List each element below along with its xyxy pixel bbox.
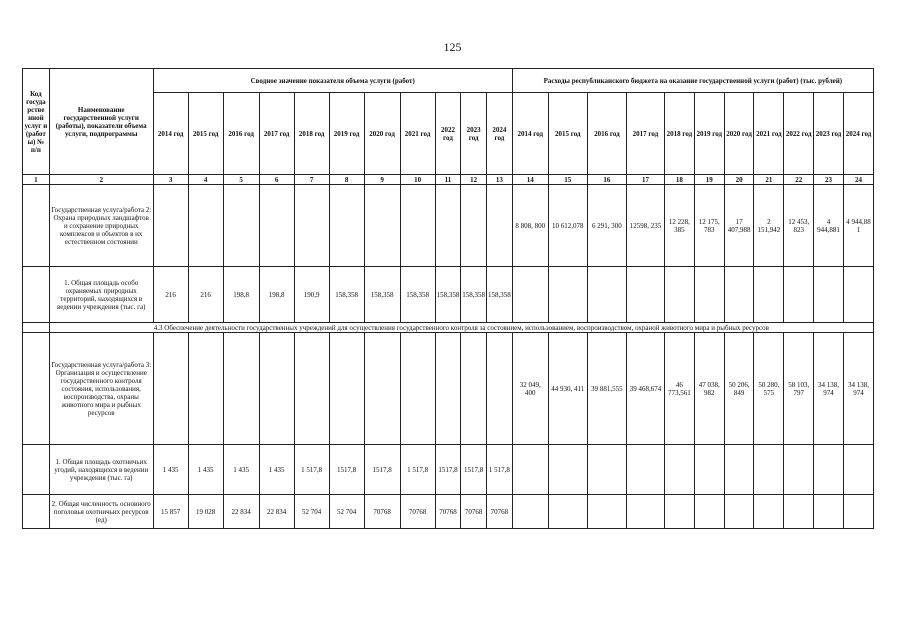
volume-cell: 22 834 [223, 495, 259, 529]
budget-cell: 39 468,674 [626, 333, 664, 445]
volume-year-header: 2019 год [329, 93, 364, 175]
volume-year-header: 2014 год [153, 93, 188, 175]
budget-cell [754, 445, 784, 495]
column-numbers-row [23, 175, 874, 185]
volume-cell: 19 028 [188, 495, 223, 529]
volume-cell [153, 185, 188, 267]
column-number: 4 [188, 175, 223, 185]
volume-cell: 216 [188, 267, 223, 323]
budget-cell: 4 944,881 [814, 185, 844, 267]
budget-year-header: 2020 год [724, 93, 754, 175]
row-code [23, 495, 50, 529]
column-number: 10 [400, 175, 435, 185]
budget-cell [694, 445, 724, 495]
budget-cell [814, 495, 844, 529]
column-number: 14 [512, 175, 548, 185]
column-number: 19 [694, 175, 724, 185]
header-code: Код госуда рстве нной услуг и (работ ы) № п/п [23, 69, 50, 175]
budget-cell [512, 267, 548, 323]
budget-cell: 12 453, 823 [784, 185, 814, 267]
column-number: 15 [548, 175, 587, 185]
budget-cell [843, 495, 873, 529]
budget-cell: 4 944,88 1 [843, 185, 873, 267]
column-number: 7 [294, 175, 329, 185]
budget-cell [548, 495, 587, 529]
volume-year-header: 2024 год [487, 93, 513, 175]
volume-year-header: 2020 год [364, 93, 400, 175]
volume-cell: 1517,8 [461, 445, 487, 495]
budget-cell: 46 773,561 [665, 333, 695, 445]
column-number: 11 [435, 175, 461, 185]
budget-year-header: 2022 год [784, 93, 814, 175]
budget-cell [548, 267, 587, 323]
volume-cell: 1 517,8 [487, 445, 513, 495]
budget-cell [665, 495, 695, 529]
volume-cell: 1 435 [153, 445, 188, 495]
volume-cell [329, 185, 364, 267]
volume-year-header: 2023 год [461, 93, 487, 175]
column-number: 23 [814, 175, 844, 185]
budget-cell: 50 280, 575 [754, 333, 784, 445]
volume-year-header: 2022 год [435, 93, 461, 175]
volume-cell: 158,358 [487, 267, 513, 323]
volume-cell: 158,358 [329, 267, 364, 323]
budget-cell [754, 495, 784, 529]
budget-cell [694, 495, 724, 529]
volume-cell [487, 333, 513, 445]
volume-cell [435, 185, 461, 267]
column-number: 12 [461, 175, 487, 185]
volume-cell [259, 185, 294, 267]
volume-cell [487, 185, 513, 267]
row-code [23, 185, 50, 267]
budget-cell: 12 228, 385 [665, 185, 695, 267]
budget-year-header: 2016 год [587, 93, 626, 175]
volume-cell [259, 333, 294, 445]
volume-cell: 1517,8 [329, 445, 364, 495]
budget-cell [784, 495, 814, 529]
budget-year-header: 2014 год [512, 93, 548, 175]
volume-cell: 1 435 [223, 445, 259, 495]
budget-cell: 17 407,988 [724, 185, 754, 267]
volume-cell [364, 333, 400, 445]
volume-cell: 70768 [461, 495, 487, 529]
column-number: 8 [329, 175, 364, 185]
budget-cell [626, 495, 664, 529]
volume-cell [400, 333, 435, 445]
volume-cell: 1 435 [259, 445, 294, 495]
row-name: 1. Общая площадь особо охраняемых природных территорий, находящихся в ведении учреждения (тыс. га) [49, 267, 153, 323]
budget-cell [512, 495, 548, 529]
column-number: 6 [259, 175, 294, 185]
volume-cell: 70768 [400, 495, 435, 529]
budget-year-header: 2021 год [754, 93, 784, 175]
volume-cell: 198,8 [223, 267, 259, 323]
budget-cell [814, 445, 844, 495]
volume-cell: 1517,8 [435, 445, 461, 495]
budget-cell [814, 267, 844, 323]
volume-cell [435, 333, 461, 445]
volume-cell: 216 [153, 267, 188, 323]
column-number: 17 [626, 175, 664, 185]
volume-cell: 70768 [435, 495, 461, 529]
column-number: 24 [843, 175, 873, 185]
volume-cell: 158,358 [435, 267, 461, 323]
column-number: 20 [724, 175, 754, 185]
budget-cell [548, 445, 587, 495]
volume-cell: 1 517,8 [294, 445, 329, 495]
volume-cell: 1 435 [188, 445, 223, 495]
header-budget-group: Расходы республиканского бюджета на оказание государственной услуги (работ) (тыс. рублей) [512, 69, 873, 93]
volume-cell: 198,8 [259, 267, 294, 323]
row-code [23, 267, 50, 323]
budget-cell: 8 808, 800 [512, 185, 548, 267]
table-row [23, 333, 874, 445]
volume-cell [400, 185, 435, 267]
volume-cell: 1517,8 [364, 445, 400, 495]
column-number: 9 [364, 175, 400, 185]
budget-cell [626, 267, 664, 323]
column-number: 18 [665, 175, 695, 185]
budget-cell [784, 445, 814, 495]
budget-cell: 44 930, 411 [548, 333, 587, 445]
budget-cell: 32 049, 400 [512, 333, 548, 445]
budget-cell [512, 445, 548, 495]
volume-cell [188, 333, 223, 445]
budget-year-header: 2019 год [694, 93, 724, 175]
volume-cell: 158,358 [400, 267, 435, 323]
budget-year-header: 2017 год [626, 93, 664, 175]
budget-year-header: 2024 год [843, 93, 873, 175]
volume-cell: 52 704 [329, 495, 364, 529]
column-number: 13 [487, 175, 513, 185]
budget-cell [665, 445, 695, 495]
column-number: 21 [754, 175, 784, 185]
volume-cell [223, 333, 259, 445]
budget-cell [724, 495, 754, 529]
budget-cell [587, 445, 626, 495]
volume-cell [153, 333, 188, 445]
volume-cell: 52 704 [294, 495, 329, 529]
volume-cell [294, 185, 329, 267]
column-number: 16 [587, 175, 626, 185]
budget-cell [626, 445, 664, 495]
volume-cell: 70768 [487, 495, 513, 529]
volume-cell [329, 333, 364, 445]
budget-year-header: 2023 год [814, 93, 844, 175]
budget-cell: 34 138, 974 [843, 333, 873, 445]
budget-table [22, 68, 874, 529]
budget-year-header: 2018 год [665, 93, 695, 175]
volume-cell: 70768 [364, 495, 400, 529]
column-number: 1 [23, 175, 50, 185]
budget-cell: 10 612,078 [548, 185, 587, 267]
budget-cell: 12598, 235 [626, 185, 664, 267]
volume-cell: 158,358 [461, 267, 487, 323]
budget-cell [843, 267, 873, 323]
volume-cell [188, 185, 223, 267]
row-code [23, 333, 50, 445]
row-name: Государственная услуга/работа 2: Охрана природных ландшафтов и сохранение природных комплексов и объектов в их естественном состоянии [49, 185, 153, 267]
volume-cell: 1 517,8 [400, 445, 435, 495]
volume-year-header: 2015 год [188, 93, 223, 175]
budget-cell [754, 267, 784, 323]
table-row [23, 267, 874, 323]
row-code [23, 445, 50, 495]
section-title: 4.3 Обеспечение деятельности государственных учреждений для осуществления государственного контроля за состоянием, использованием, воспроизводством, охраной животного мира и рыбных ресурсов [49, 323, 873, 333]
volume-cell [461, 185, 487, 267]
budget-cell [724, 267, 754, 323]
volume-cell: 190,9 [294, 267, 329, 323]
volume-cell [364, 185, 400, 267]
row-name: 2. Общая численность основного поголовья охотничьих ресурсов (ед) [49, 495, 153, 529]
budget-cell [843, 445, 873, 495]
budget-cell: 39 881,555 [587, 333, 626, 445]
volume-year-header: 2018 год [294, 93, 329, 175]
table-row [23, 495, 874, 529]
budget-cell [784, 267, 814, 323]
budget-cell: 58 103, 797 [784, 333, 814, 445]
budget-cell [694, 267, 724, 323]
volume-cell: 158,358 [364, 267, 400, 323]
budget-year-header: 2015 год [548, 93, 587, 175]
column-number: 3 [153, 175, 188, 185]
budget-cell: 34 138, 974 [814, 333, 844, 445]
budget-cell [587, 495, 626, 529]
column-number: 22 [784, 175, 814, 185]
budget-cell: 2 151,942 [754, 185, 784, 267]
row-name: 1. Общая площадь охотничьих угодий, находящихся в ведении учреждения (тыс. га) [49, 445, 153, 495]
header-volume-group: Сводное значение показателя объема услуги (работ) [153, 69, 512, 93]
table-row [23, 185, 874, 267]
volume-cell: 15 857 [153, 495, 188, 529]
row-name: Государственная услуга/работа 3: Организация и осуществление государственного контроля состояния, использования, воспроизводства, охраны животного мира и рыбных ресурсов [49, 333, 153, 445]
budget-cell: 50 206, 849 [724, 333, 754, 445]
volume-year-header: 2016 год [223, 93, 259, 175]
budget-cell [665, 267, 695, 323]
volume-cell [223, 185, 259, 267]
budget-cell: 6 291, 300 [587, 185, 626, 267]
table-row [23, 445, 874, 495]
header-name: Наименование государственной услуги (работы), показатели объема услуги, подпрограммы [49, 69, 153, 175]
volume-year-header: 2017 год [259, 93, 294, 175]
volume-cell [461, 333, 487, 445]
budget-cell [587, 267, 626, 323]
volume-cell: 22 834 [259, 495, 294, 529]
budget-cell: 47 038, 982 [694, 333, 724, 445]
column-number: 2 [49, 175, 153, 185]
volume-year-header: 2021 год [400, 93, 435, 175]
volume-cell [294, 333, 329, 445]
budget-cell [724, 445, 754, 495]
page-number: 125 [443, 40, 462, 54]
column-number: 5 [223, 175, 259, 185]
budget-cell: 12 175, 783 [694, 185, 724, 267]
